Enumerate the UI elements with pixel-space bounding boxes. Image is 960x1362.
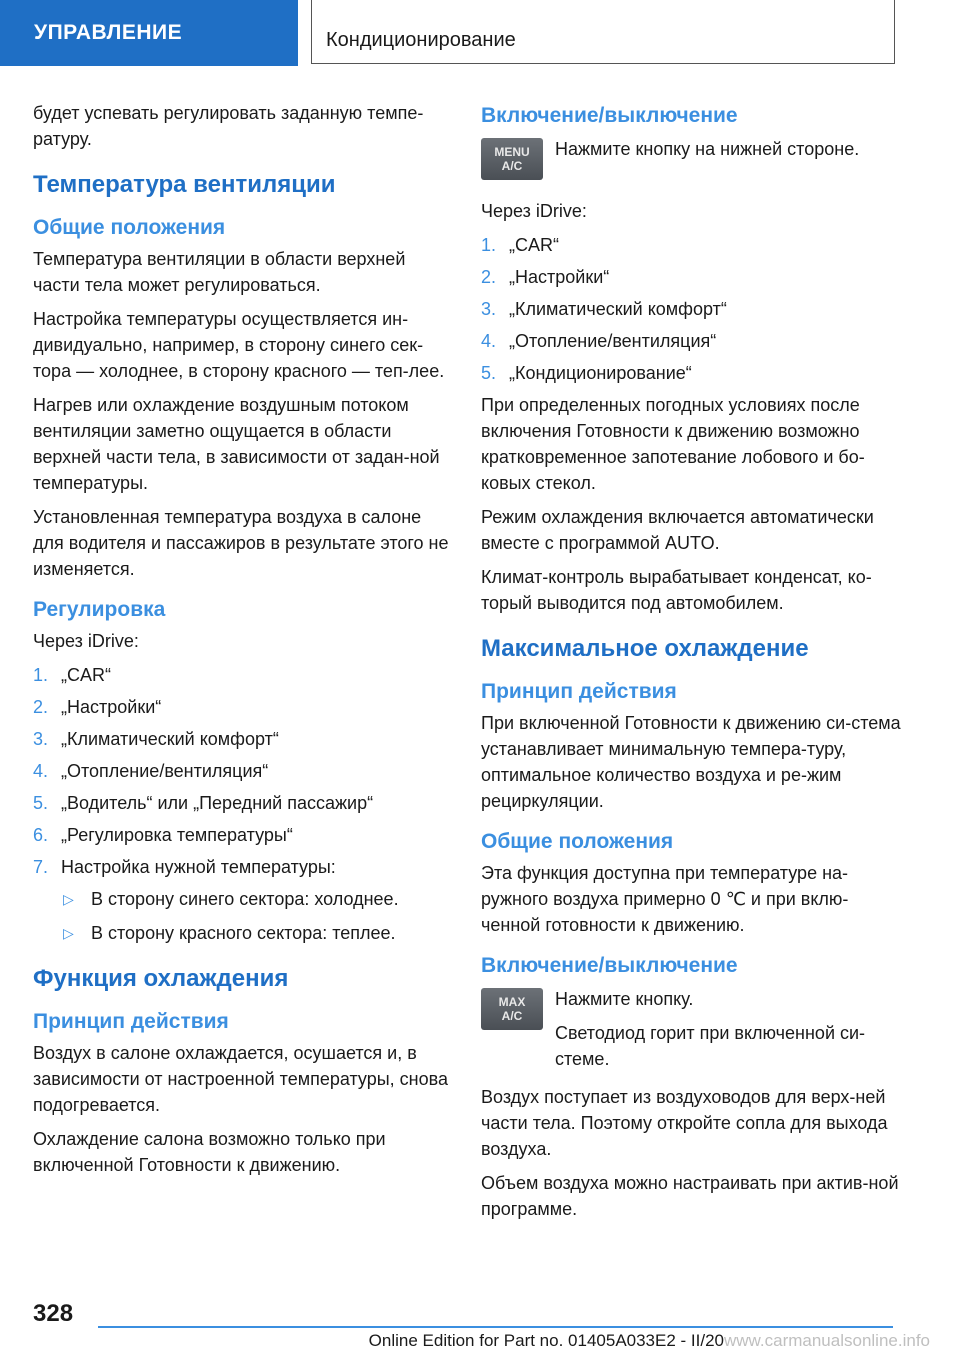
list-item [33, 854, 451, 880]
list-item [481, 360, 901, 386]
triangle-bullet-icon: ▷ [63, 925, 74, 941]
paragraph: Температура вентиляции в области верхней части тела может регулироваться. [33, 249, 406, 295]
paragraph: Объем воздуха можно настраивать при актив-ной программе. [481, 1173, 899, 1219]
heading-general: Общие положения [33, 216, 226, 239]
step-text: „Климатический комфорт“ [509, 299, 727, 319]
list-item [61, 886, 451, 912]
step-number: 1. [481, 235, 497, 255]
edition-text: Online Edition for Part no. 01405A033E2 - II/20 [368, 1331, 724, 1350]
list-item [33, 662, 451, 688]
paragraph: Настройка температуры осуществляется ин-дивидуально, например, в сторону синего сек-тора — холоднее, в сторону красного — теп-лее. [33, 309, 445, 381]
step-number: 6. [33, 825, 49, 845]
right-column [481, 100, 901, 1230]
heading-vent-temp: Температура вентиляции [33, 171, 336, 198]
menu-ac-button-icon [481, 138, 543, 180]
step-text: Настройка нужной температуры: [61, 857, 336, 877]
step-text: „Кондиционирование“ [509, 363, 692, 383]
paragraph: Климат-контроль вырабатывает конденсат, ко-торый выводится под автомобилем. [481, 567, 872, 613]
step-text: „Климатический комфорт“ [61, 729, 279, 749]
step-number: 1. [33, 665, 49, 685]
paragraph: Воздух поступает из воздуховодов для верх-ней части тела. Поэтому откройте сопла для выхода воздуха. [481, 1087, 888, 1159]
step-number: 3. [481, 299, 497, 319]
list-item [61, 920, 451, 946]
sub-text: В сторону синего сектора: холоднее. [91, 889, 399, 909]
via-idrive: Через iDrive: [33, 631, 139, 651]
list-item [33, 694, 451, 720]
step-number: 2. [33, 697, 49, 717]
heading-on-off: Включение/выключение [481, 104, 738, 127]
step-number: 7. [33, 857, 49, 877]
step-number: 5. [33, 793, 49, 813]
heading-general: Общие положения [481, 830, 674, 853]
paragraph: Режим охлаждения включается автоматически вместе с программой AUTO. [481, 507, 874, 553]
left-column [33, 100, 451, 1186]
page-number: 328 [33, 1300, 74, 1327]
triangle-bullet-icon: ▷ [63, 891, 74, 907]
step-text: „CAR“ [61, 665, 111, 685]
step-text: „Отопление/вентиляция“ [509, 331, 717, 351]
list-item [33, 822, 451, 848]
intro-text: будет успевать регулировать заданную темпе-ратуру. [33, 103, 424, 149]
list-item [481, 328, 901, 354]
heading-adjust: Регулировка [33, 598, 166, 621]
paragraph: Нагрев или охлаждение воздушным потоком вентиляции заметно ощущается в области верхней части тела, в зависимости от задан-ной температуры. [33, 395, 440, 493]
heading-principle: Принцип действия [481, 680, 677, 703]
footer-edition [369, 1330, 930, 1352]
heading-principle: Принцип действия [33, 1010, 229, 1033]
menu-ac-row [481, 136, 901, 186]
icon-line: MENU [494, 145, 530, 159]
watermark: www.carmanualsonline.info [724, 1331, 930, 1350]
page-header [0, 0, 960, 66]
list-item [33, 790, 451, 816]
list-item [481, 264, 901, 290]
via-idrive: Через iDrive: [481, 201, 587, 221]
paragraph: Нажмите кнопку на нижней стороне. [555, 139, 860, 159]
list-item [33, 726, 451, 752]
paragraph: Эта функция доступна при температуре на-ружного воздуха примерно 0 ℃ и при вклю-ченной готовности к движению. [481, 863, 849, 935]
step-list [33, 662, 451, 880]
sub-text: В сторону красного сектора: теплее. [91, 923, 396, 943]
list-item [33, 758, 451, 784]
step-number: 2. [481, 267, 497, 287]
max-ac-row [481, 986, 901, 1072]
heading-max-cooling: Максимальное охлаждение [481, 635, 809, 662]
step-list [481, 232, 901, 386]
paragraph: При включенной Готовности к движению си-стема устанавливает минимальную темпера-туру, оптимальное количество воздуха и ре-жим рециркуляции. [481, 713, 901, 811]
step-text: „Отопление/вентиляция“ [61, 761, 269, 781]
step-number: 4. [481, 331, 497, 351]
list-item [481, 296, 901, 322]
icon-line: A/C [501, 159, 523, 173]
step-text: „Регулировка температуры“ [61, 825, 293, 845]
step-number: 5. [481, 363, 497, 383]
step-text: „Водитель“ или „Передний пассажир“ [61, 793, 374, 813]
step-text: „Настройки“ [509, 267, 610, 287]
heading-on-off: Включение/выключение [481, 954, 738, 977]
icon-line: MAX [498, 995, 526, 1009]
list-item [481, 232, 901, 258]
paragraph: Установленная температура воздуха в салоне для водителя и пассажиров в результате этого не изменяется. [33, 507, 449, 579]
step-text: „CAR“ [509, 235, 559, 255]
sub-list [61, 886, 451, 946]
step-text: „Настройки“ [61, 697, 162, 717]
paragraph: Воздух в салоне охлаждается, осушается и, в зависимости от настроенной температуры, снова подогревается. [33, 1043, 448, 1115]
heading-cooling: Функция охлаждения [33, 965, 289, 992]
footer-divider [98, 1326, 893, 1328]
step-number: 3. [33, 729, 49, 749]
max-ac-button-icon [481, 988, 543, 1030]
section-tab: УПРАВЛЕНИЕ [0, 0, 298, 66]
paragraph: При определенных погодных условиях после включения Готовности к движению возможно кратковременное запотевание лобового и бо-ковых стекол. [481, 395, 865, 493]
paragraph: Нажмите кнопку. [555, 989, 694, 1009]
paragraph: Светодиод горит при включенной си-стеме. [555, 1023, 866, 1069]
chapter-title: Кондиционирование [311, 0, 895, 64]
step-number: 4. [33, 761, 49, 781]
paragraph: Охлаждение салона возможно только при включенной Готовности к движению. [33, 1129, 386, 1175]
icon-line: A/C [501, 1009, 523, 1023]
